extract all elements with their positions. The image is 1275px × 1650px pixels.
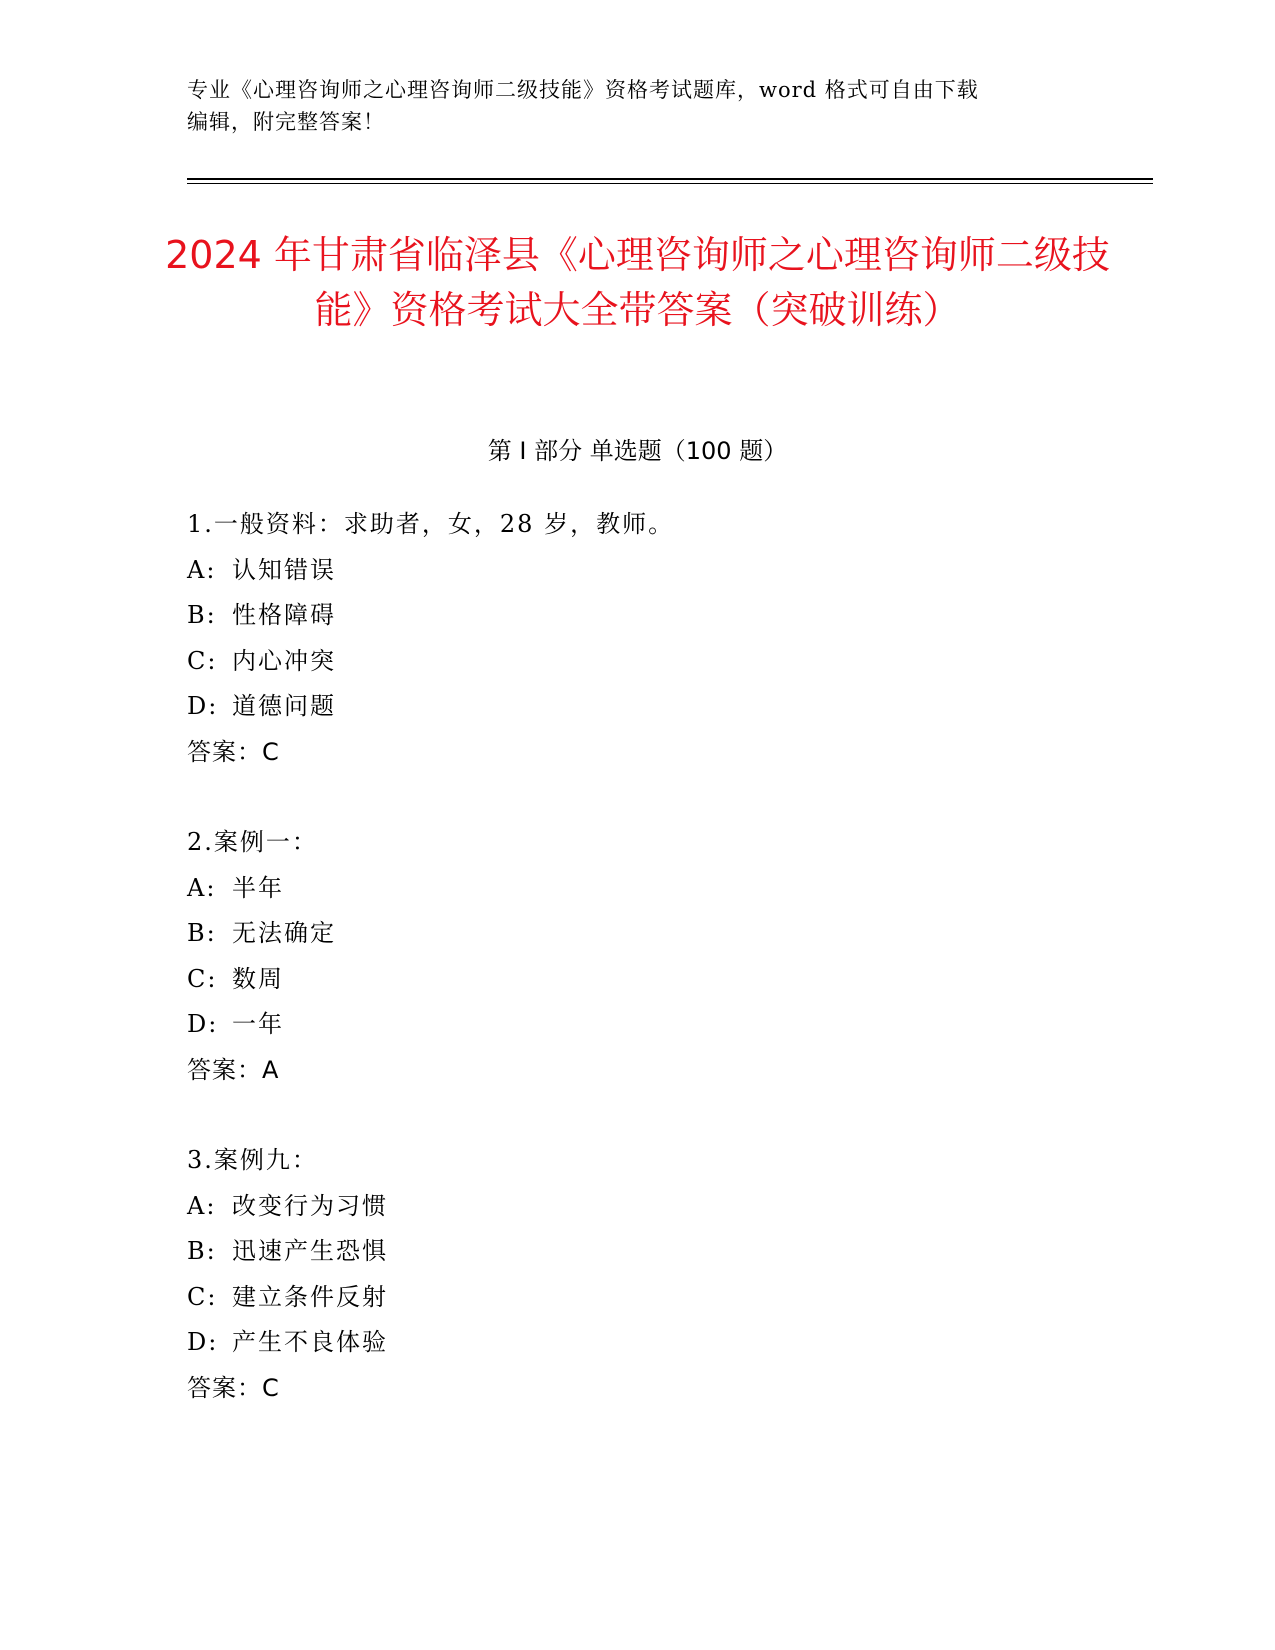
- option-text: 内心冲突: [232, 646, 336, 675]
- option-b: [187, 593, 1087, 639]
- option-letter: D:: [187, 692, 219, 720]
- header-note-line-1: 专业《心理咨询师之心理咨询师二级技能》资格考试题库，word 格式可自由下载: [187, 78, 979, 102]
- option-text: 建立条件反射: [232, 1282, 388, 1311]
- option-text: 迅速产生恐惧: [232, 1237, 388, 1265]
- option-c: [187, 957, 1087, 1003]
- option-c: [187, 1275, 1087, 1321]
- option-letter: B:: [187, 919, 217, 947]
- option-b: [187, 1229, 1087, 1275]
- question-stem: 1.一般资料：求助者，女，28 岁，教师。: [187, 510, 675, 538]
- question-stem: 2.案例一：: [187, 828, 318, 856]
- option-letter: A:: [187, 1191, 217, 1220]
- option-text: 认知错误: [232, 555, 336, 584]
- answer-line: 答案：A: [187, 1055, 280, 1084]
- option-d: [187, 1002, 1087, 1048]
- question-stem: 3.案例九：: [187, 1146, 318, 1174]
- option-text: 改变行为习惯: [232, 1191, 388, 1220]
- option-d: [187, 1320, 1087, 1366]
- option-letter: D:: [187, 1010, 219, 1038]
- option-letter: C:: [187, 646, 218, 675]
- option-text: 产生不良体验: [232, 1328, 388, 1356]
- question-3: [187, 1138, 1087, 1411]
- option-letter: B:: [187, 601, 217, 629]
- document-title: 2024 年甘肃省临泽县《心理咨询师之心理咨询师二级技能》资格考试大全带答案（突破训练）: [165, 233, 1110, 332]
- section-title: 第 I 部分 单选题（100 题）: [487, 437, 788, 465]
- option-b: [187, 911, 1087, 957]
- option-letter: A:: [187, 555, 217, 584]
- option-a: [187, 548, 1087, 594]
- option-letter: C:: [187, 964, 218, 993]
- option-text: 数周: [232, 964, 284, 993]
- option-d: [187, 684, 1087, 730]
- option-letter: D:: [187, 1328, 219, 1356]
- option-a: [187, 1184, 1087, 1230]
- option-text: 无法确定: [232, 919, 336, 947]
- header-note: [187, 74, 1087, 138]
- option-text: 性格障碍: [232, 601, 336, 629]
- option-a: [187, 866, 1087, 912]
- option-text: 半年: [232, 873, 284, 902]
- option-letter: A:: [187, 873, 217, 902]
- answer-line: 答案：C: [187, 1373, 280, 1402]
- header-divider: [187, 178, 1153, 180]
- option-text: 一年: [232, 1010, 284, 1038]
- header-divider-thin: [187, 183, 1153, 184]
- question-1: [187, 502, 1087, 775]
- option-c: [187, 639, 1087, 685]
- option-letter: C:: [187, 1282, 218, 1311]
- answer-line: 答案：C: [187, 737, 280, 766]
- option-letter: B:: [187, 1237, 217, 1265]
- question-2: [187, 820, 1087, 1093]
- option-text: 道德问题: [232, 692, 336, 720]
- header-note-line-2: 编辑，附完整答案！: [187, 110, 385, 134]
